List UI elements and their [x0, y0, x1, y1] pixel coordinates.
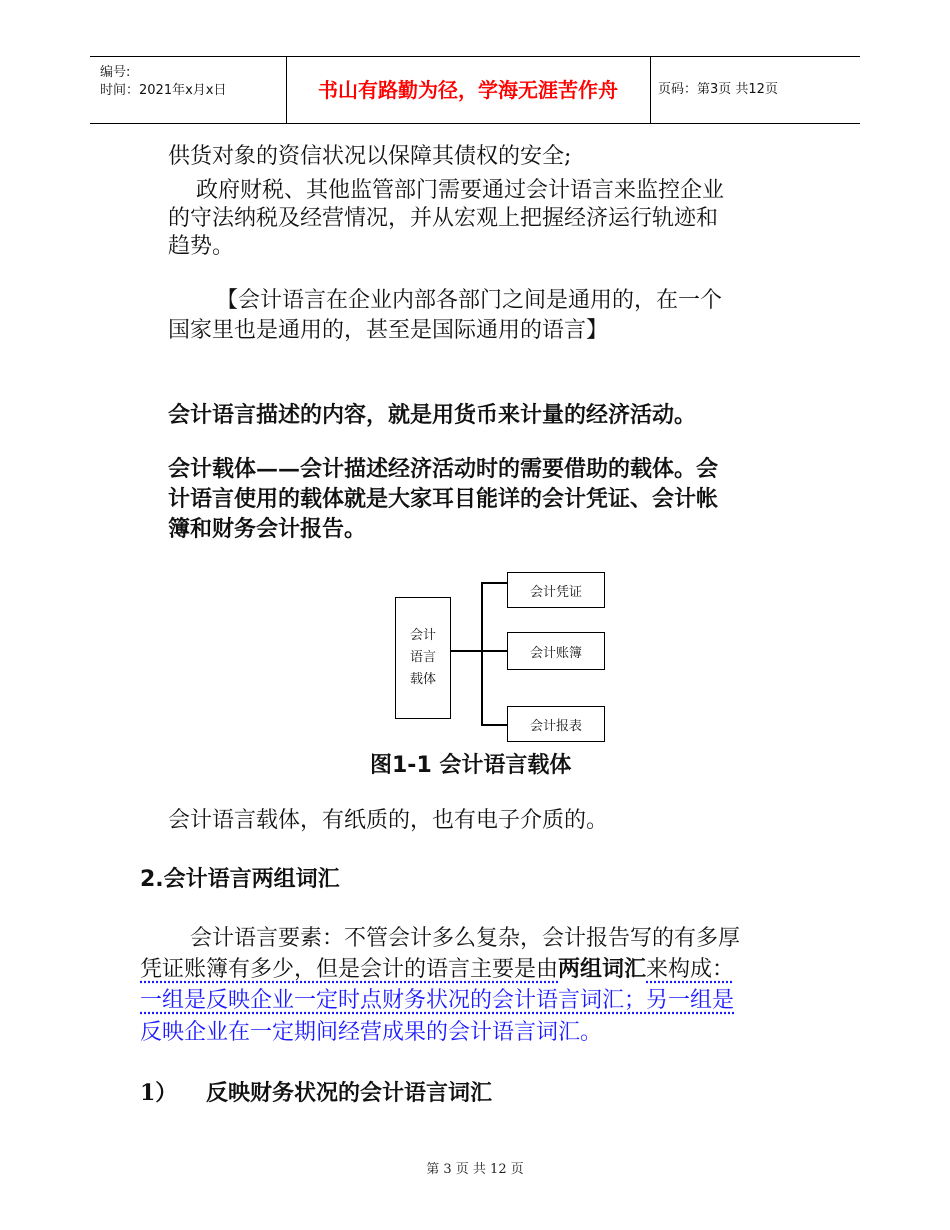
header-meta-cell: [90, 57, 287, 123]
diagram-root-line1: 会计: [409, 628, 436, 643]
section-para-keyword: 两组词汇: [558, 956, 647, 982]
note-line1: 【会计语言在企业内部各部门之间是通用的，在一个: [216, 288, 723, 313]
subsection-title: 反映财务状况的会计语言词汇: [206, 1080, 493, 1106]
section-para-line2-end: 来构成：: [646, 957, 735, 982]
header-motto: 书山有路勤为径，学海无涯苦作舟: [286, 57, 651, 123]
paragraph-creditor: 供货对象的资信状况以保障其债权的安全;: [168, 144, 572, 169]
carrier-def-line2: 计语言使用的载体就是大家耳目能详的会计凭证、会计帐: [168, 486, 719, 512]
carrier-def-line1: 会计载体——会计描述经济活动时的需要借助的载体。会: [168, 456, 719, 482]
content-definition: 会计语言描述的内容，就是用货币来计量的经济活动。: [168, 402, 697, 428]
figure-caption: 图1-1 会计语言载体: [370, 753, 572, 778]
section-title: 2.会计语言两组词汇: [140, 867, 340, 892]
paragraph-government-line2: 的守法纳税及经营情况，并从宏观上把握经济运行轨迹和: [168, 206, 719, 231]
section-blue-line2: 反映企业在一定期间经营成果的会计语言词汇。: [140, 1020, 603, 1045]
subsection-number: 1）: [140, 1080, 178, 1106]
diagram-child-report: 会计报表: [507, 706, 605, 742]
header-page-info: 页码：第3页 共12页: [658, 82, 778, 97]
page-footer: 第 3 页 共 12 页: [426, 1162, 524, 1177]
section-para-line2: [140, 952, 734, 987]
paragraph-media: 会计语言载体，有纸质的，也有电子介质的。: [168, 808, 609, 833]
diagram-child-voucher: 会计凭证: [507, 572, 605, 608]
diagram-root-box: [395, 597, 451, 719]
diagram-root-line2: 语言: [409, 650, 436, 665]
section-para-line2-start: 凭证账簿有多少，但是会计的语言主要是由: [140, 957, 559, 982]
diagram-root-line3: 载体: [409, 672, 436, 687]
section-para-line1: 会计语言要素：不管会计多么复杂，会计报告写的有多厚: [190, 926, 741, 951]
diagram-connector-1: [481, 582, 507, 584]
diagram-connector-3: [481, 724, 507, 726]
diagram-child-ledger: 会计账簿: [507, 632, 605, 670]
section-blue-line1: 一组是反映企业一定时点财务状况的会计语言词汇；另一组是: [140, 988, 735, 1013]
serial-label: 编号:: [100, 65, 131, 80]
carrier-def-line3: 簿和财务会计报告。: [168, 516, 367, 542]
diagram-connector-vertical: [481, 582, 483, 724]
carrier-diagram: [393, 570, 613, 746]
page-header: [90, 56, 860, 124]
paragraph-government-line1: 政府财税、其他监管部门需要通过会计语言来监控企业: [196, 178, 725, 203]
diagram-connector-main: [451, 650, 481, 652]
date-label: 时间：2021年x月x日: [100, 83, 227, 98]
diagram-connector-2: [481, 650, 507, 652]
paragraph-government-line3: 趋势。: [168, 234, 235, 259]
note-line2: 国家里也是通用的，甚至是国际通用的语言】: [168, 318, 609, 343]
